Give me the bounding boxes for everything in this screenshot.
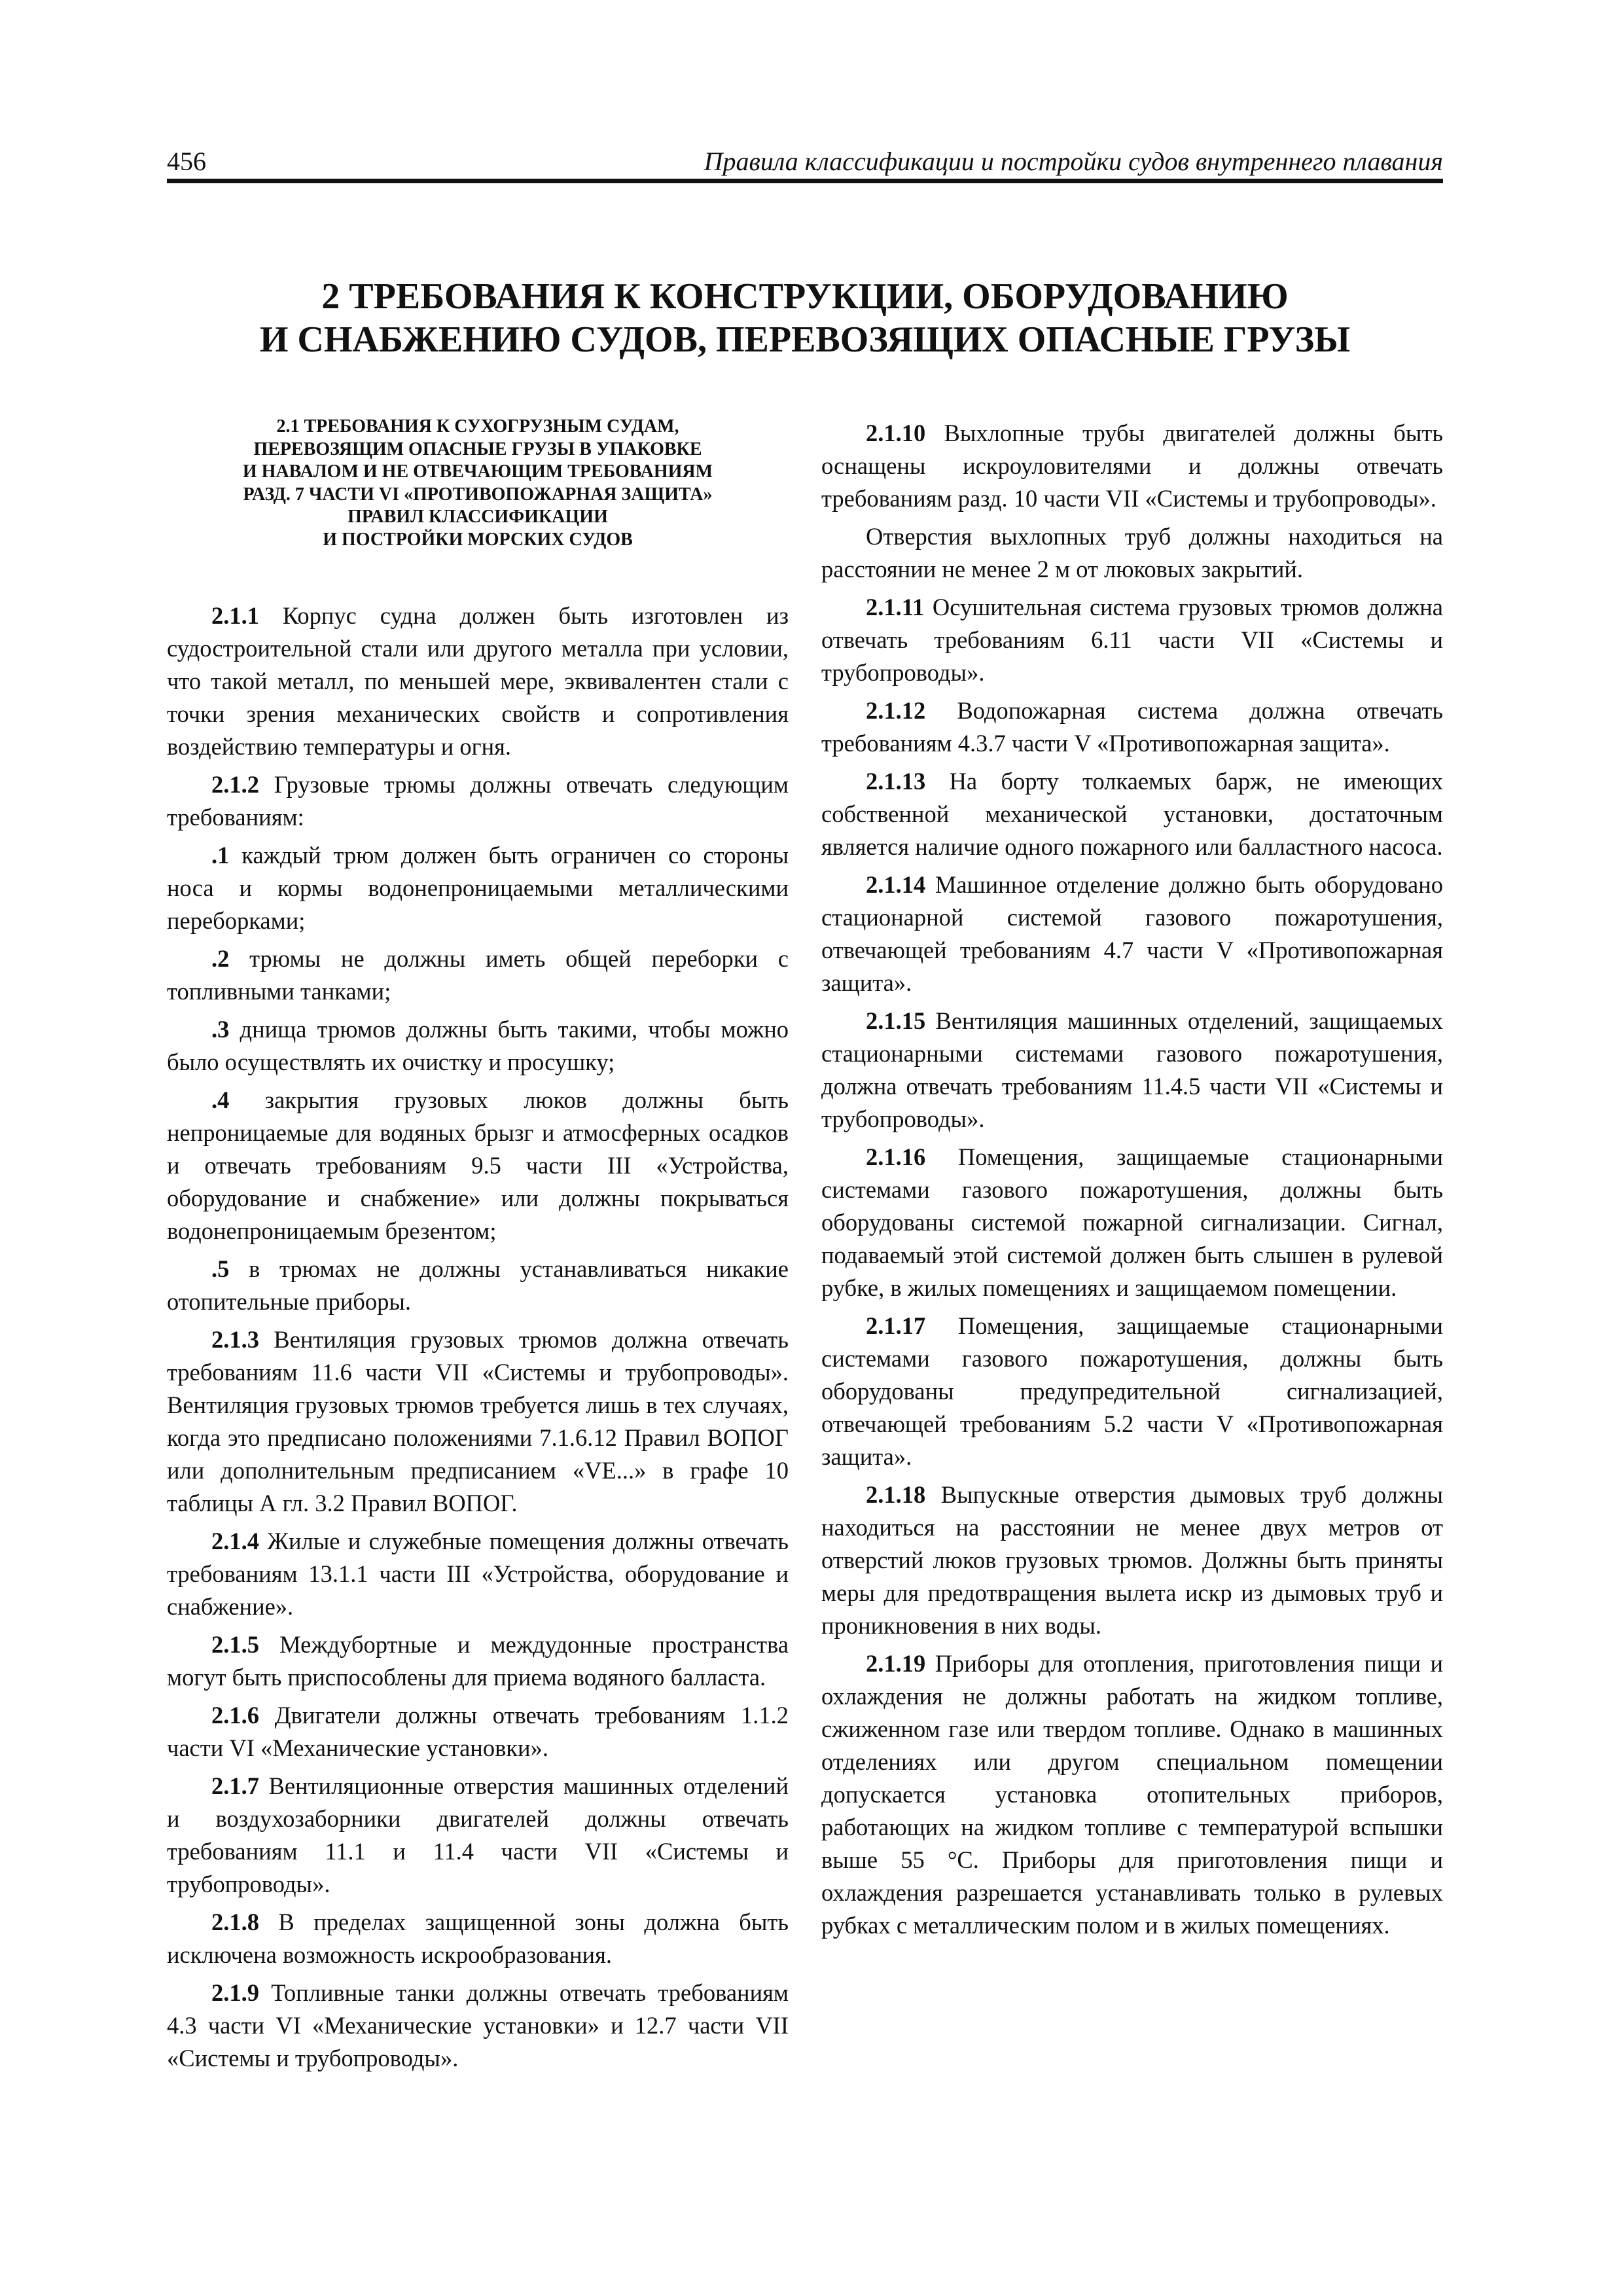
clause-number: 2.1.1 [211, 602, 259, 629]
paragraph [167, 839, 789, 937]
paragraph-text: в трюмах не должны устанавливаться никакие отопительные приборы. [167, 1255, 789, 1315]
paragraph-text: Осушительная система грузовых трюмов должна отвечать требованиям 6.11 части VII «Системы и трубопроводы». [821, 594, 1443, 686]
paragraph-text: Машинное отделение должно быть оборудовано стационарной системой газового пожаротушения, отвечающей требованиям 4.7 части V «Противопожарная защита». [821, 871, 1443, 996]
clause-number: 2.1.6 [211, 1702, 259, 1729]
paragraph-text: Междубортные и междудонные пространства могут быть приспособлены для приема водяного балласта. [167, 1631, 789, 1691]
paragraph [167, 1084, 789, 1247]
paragraph [167, 1628, 789, 1694]
clause-number: .3 [211, 1016, 230, 1043]
paragraph [167, 942, 789, 1008]
clause-number: 2.1.7 [211, 1772, 259, 1799]
paragraph-text: Корпус судна должен быть изготовлен из судостроительной стали или другого металла при условии, что такой металл, по меньшей мере, эквивалентен стали с точки зрения механических свойств и сопротивления воздействию температуры и огня. [167, 602, 789, 760]
clause-number: 2.1.19 [866, 1650, 926, 1677]
chapter-title-line: 2 ТРЕБОВАНИЯ К КОНСТРУКЦИИ, ОБОРУДОВАНИЮ [321, 276, 1289, 317]
paragraph-text: Вентиляция машинных отделений, защищаемых стационарными системами газового пожаротушения, должна отвечать требованиям 11.4.5 части VII «Системы и трубопроводы». [821, 1007, 1443, 1132]
paragraph-text: днища трюмов должны быть такими, чтобы можно было осуществлять их очистку и просушку; [167, 1016, 789, 1075]
clause-number: 2.1.9 [211, 1979, 259, 2006]
paragraph [821, 1479, 1443, 1642]
paragraph [821, 1005, 1443, 1136]
paragraph [821, 1141, 1443, 1304]
clause-number: 2.1.2 [211, 771, 259, 798]
clause-number: 2.1.15 [866, 1007, 926, 1034]
paragraph [821, 1647, 1443, 1942]
paragraph [167, 768, 789, 834]
section-heading-line: 2.1 ТРЕБОВАНИЯ К СУХОГРУЗНЫМ СУДАМ, [276, 416, 679, 437]
paragraph-text: каждый трюм должен быть ограничен со стороны носа и кормы водонепроницаемыми металлическими переборками; [167, 842, 789, 934]
clause-number: 2.1.3 [211, 1326, 259, 1353]
section-heading [167, 416, 789, 551]
paragraph-text: Выпускные отверстия дымовых труб должны находиться на расстоянии не менее двух метров от отверстий люков грузовых трюмов. Должны быть приняты меры для предотвращения вылета искр из дымовых труб и проникновения в них воды. [821, 1481, 1443, 1639]
clause-number: 2.1.18 [866, 1481, 926, 1508]
paragraph [167, 1977, 789, 2075]
clause-number: 2.1.10 [866, 420, 926, 446]
section-heading-line: ПЕРЕВОЗЯЩИМ ОПАСНЫЕ ГРУЗЫ В УПАКОВКЕ [253, 439, 702, 459]
paragraph [821, 869, 1443, 999]
paragraph [821, 417, 1443, 515]
paragraph-text: Помещения, защищаемые стационарными системами газового пожаротушения, должны быть оборудованы предупредительной сигнализацией, отвечающей требованиям 5.2 части V «Противопожарная защита». [821, 1312, 1443, 1470]
paragraph-text: Помещения, защищаемые стационарными системами газового пожаротушения, должны быть оборудованы системой пожарной сигнализации. Сигнал, подаваемый этой системой должен быть слышен в рулевой рубке, в жилых помещениях и защищаемом помещении. [821, 1143, 1443, 1301]
header-rule [167, 179, 1443, 183]
section-heading-line: ПРАВИЛ КЛАССИФИКАЦИИ [348, 507, 608, 527]
paragraph-text: Двигатели должны отвечать требованиям 1.1.2 части VI «Механические установки». [167, 1702, 789, 1761]
paragraph [821, 765, 1443, 863]
page-header [167, 145, 1443, 182]
clause-number: 2.1.13 [866, 768, 926, 795]
clause-number: 2.1.5 [211, 1631, 259, 1658]
section-heading-line: И НАВАЛОМ И НЕ ОТВЕЧАЮЩИМ ТРЕБОВАНИЯМ [242, 461, 713, 482]
section-heading-line: И ПОСТРОЙКИ МОРСКИХ СУДОВ [323, 529, 633, 550]
paragraph-text: закрытия грузовых люков должны быть непроницаемые для водяных брызг и атмосферных осадков и отвечать требованиям 9.5 части III «Устройства, оборудование и снабжение» или должны покрываться водонепроницаемым брезентом; [167, 1086, 789, 1244]
paragraph-text: Приборы для отопления, приготовления пищи и охлаждения не должны работать на жидком топливе, сжиженном газе или твердом топливе. Однако в машинных отделениях или другом специальном помещении допускается установка отопительных приборов, работающих на жидком топливе с температурой вспышки выше 55 °С. Приборы для приготовления пищи и охлаждения разрешается устанавливать только в рулевых рубках с металлическим полом и в жилых помещениях. [821, 1650, 1443, 1939]
paragraph [167, 1699, 789, 1765]
page-number: 456 [167, 147, 206, 176]
paragraph [821, 1310, 1443, 1473]
paragraph [167, 1323, 789, 1520]
clause-number: 2.1.11 [866, 594, 925, 620]
section-heading-line: РАЗД. 7 ЧАСТИ VI «ПРОТИВОПОЖАРНАЯ ЗАЩИТА» [243, 484, 713, 505]
right-column [821, 417, 1443, 1947]
clause-number: 2.1.8 [211, 1909, 259, 1935]
clause-number: .1 [211, 842, 230, 869]
paragraph [821, 520, 1443, 586]
paragraph-text: В пределах защищенной зоны должна быть исключена возможность искрообразования. [167, 1909, 789, 1968]
paragraph [167, 1525, 789, 1623]
chapter-title-line: И СНАБЖЕНИЮ СУДОВ, ПЕРЕВОЗЯЩИХ ОПАСНЫЕ ГРУЗЫ [259, 319, 1351, 360]
paragraph-text: трюмы не должны иметь общей переборки с топливными танками; [167, 945, 789, 1005]
clause-number: 2.1.4 [211, 1528, 259, 1554]
paragraph-text: Водопожарная система должна отвечать требованиям 4.3.7 части V «Противопожарная защита». [821, 697, 1443, 757]
left-column [167, 416, 789, 2080]
paragraph [167, 1013, 789, 1079]
paragraph [167, 1770, 789, 1901]
paragraph-text: На борту толкаемых барж, не имеющих собственной механической установки, достаточным является наличие одного пожарного или балластного насоса. [821, 768, 1443, 860]
paragraph-text: Отверстия выхлопных труб должны находиться на расстоянии не менее 2 м от люковых закрытий. [821, 523, 1443, 583]
paragraph [167, 1253, 789, 1318]
paragraph-text: Жилые и служебные помещения должны отвечать требованиям 13.1.1 части III «Устройства, оборудование и снабжение». [167, 1528, 789, 1620]
paragraph [821, 591, 1443, 689]
paragraph-text: Вентиляция грузовых трюмов должна отвечать требованиям 11.6 части VII «Системы и трубопроводы». Вентиляция грузовых трюмов требуется лишь в тех случаях, когда это предписано положениями 7.1.6.12 Правил ВОПОГ или дополнительным предписанием «VE...» в графе 10 таблицы А гл. 3.2 Правил ВОПОГ. [167, 1326, 789, 1516]
clause-number: 2.1.17 [866, 1312, 926, 1339]
clause-number: 2.1.14 [866, 871, 926, 898]
paragraph-text: Выхлопные трубы двигателей должны быть оснащены искроуловителями и должны отвечать требованиям разд. 10 части VII «Системы и трубопроводы». [821, 420, 1443, 512]
running-title: Правила классификации и постройки судов внутреннего плавания [704, 147, 1443, 176]
clause-number: .2 [211, 945, 230, 972]
paragraph-text: Грузовые трюмы должны отвечать следующим требованиям: [167, 771, 789, 831]
paragraph-text: Топливные танки должны отвечать требованиям 4.3 части VI «Механические установки» и 12.7 части VII «Системы и трубопроводы». [167, 1979, 789, 2072]
clause-number: .4 [211, 1086, 230, 1113]
clause-number: 2.1.12 [866, 697, 926, 724]
paragraph-text: Вентиляционные отверстия машинных отделений и воздухозаборники двигателей должны отвечать требованиям 11.1 и 11.4 части VII «Системы и трубопроводы». [167, 1772, 789, 1897]
paragraph [821, 694, 1443, 760]
paragraph [167, 1906, 789, 1971]
paragraph [167, 600, 789, 763]
chapter-title [167, 275, 1443, 361]
clause-number: .5 [211, 1255, 230, 1282]
clause-number: 2.1.16 [866, 1143, 926, 1170]
